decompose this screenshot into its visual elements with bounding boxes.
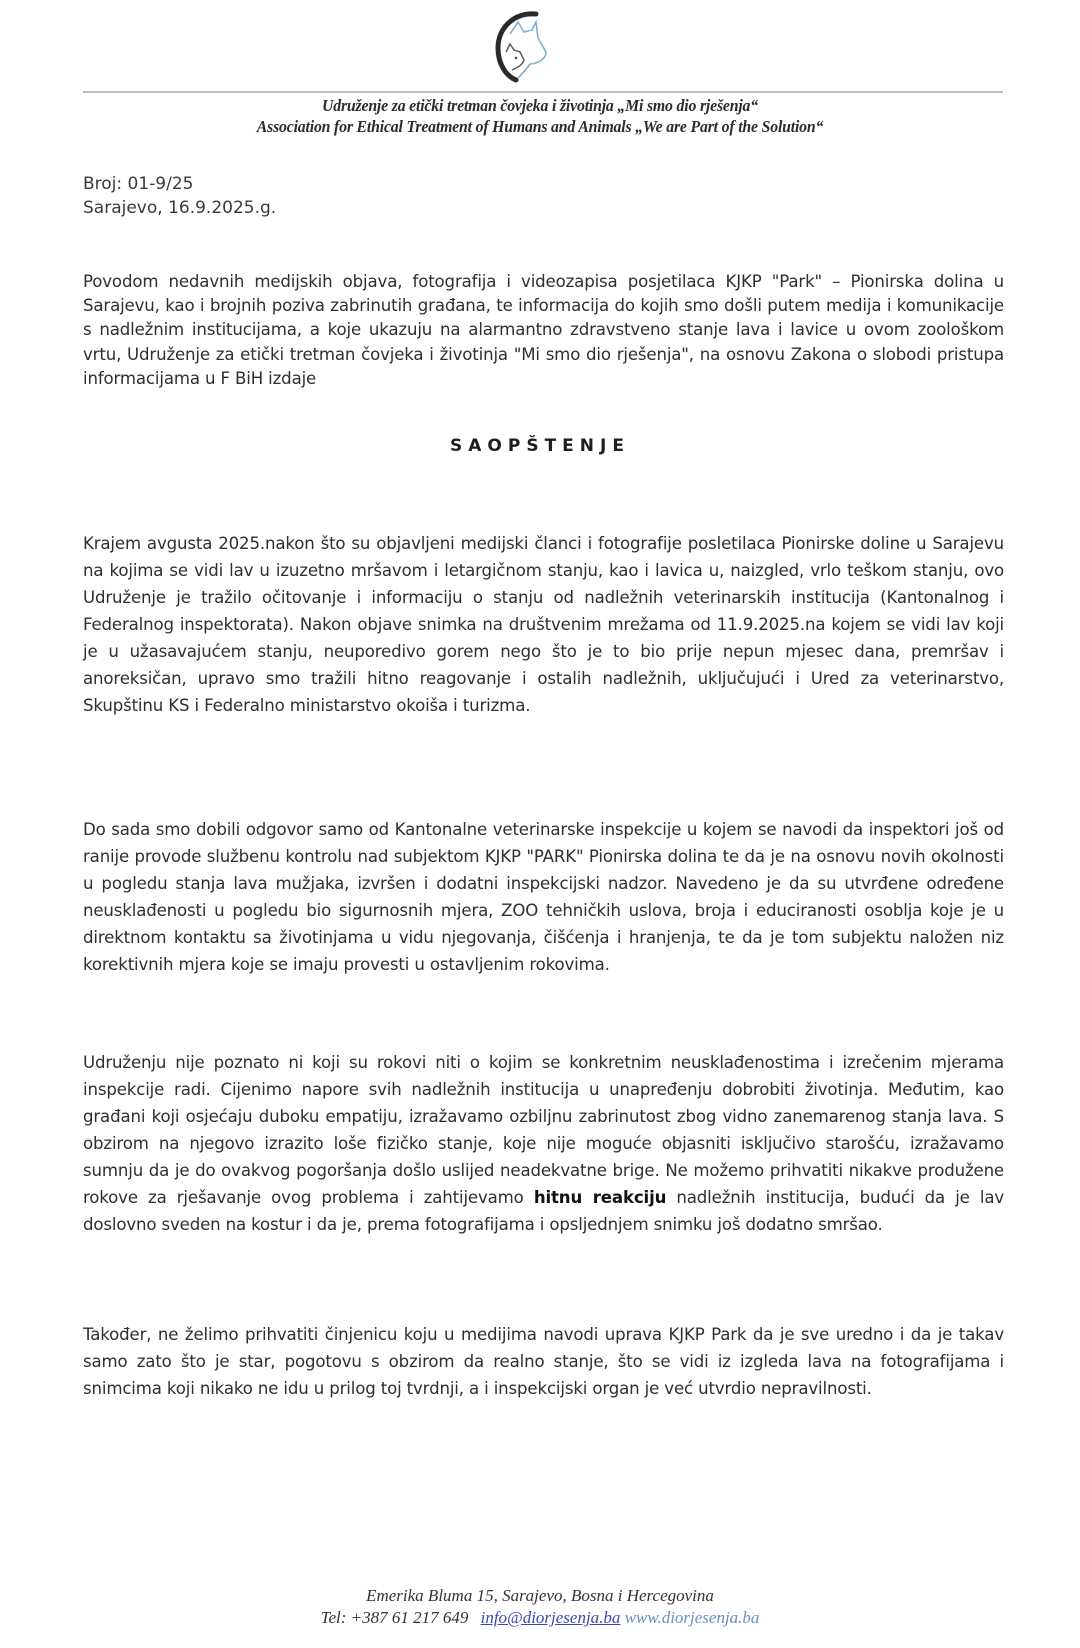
intro-paragraph: Povodom nedavnih medijskih objava, fotografija i videozapisa posjetilaca KJKP "Park" – Pionirska dolina u Sarajevu, kao i brojnih poziva zabrinutih građana, te informacija do kojih smo došli putem medija i komunikacije s nadležnim institucijama, a koje ukazuju na alarmantno zdravstveno stanje lava i lavice u ovom zoološkom vrtu, Udruženje za etički tretman čovjeka i životinja "Mi smo dio rješenja", na osnovu Zakona o slobodi pristupa informacijama u F BiH izdaje [83,272,1004,388]
body-paragraph-4: Također, ne želimo prihvatiti činjenicu koju u medijima navodi uprava KJKP Park da je sve uredno i da je takav samo zato što je star, pogotovu s obzirom da realno stanje, što se vidi iz izgleda lava na fotografijama i snimcima koji nikako ne idu u prilog toj tvrdnji, a i inspekcijski organ je već utvrdio nepravilnosti. [83,1325,1004,1398]
paragraph-text: nadležnih institucija, budući da je lav doslovno sveden na kostur i da je, prema fotografijama i opsljednjem snimku još dodatno smršao. [83,1188,1005,1234]
footer-contacts [0,1608,1080,1628]
organization-logo [484,8,564,86]
body-paragraph-1: Krajem avgusta 2025.nakon što su objavljeni medijski članci i fotografije posletilaca Pionirske doline u Sarajevu na kojima se vidi lav u izuzetno mršavom i letargičnom stanju, kao i lavica u, naizgled, vrlo teškom stanju, ovo Udruženje je tražilo očitovanje i informaciju o stanju od nadležnih veterinarskih institucija (Kantonalnog i Federalnog inspektorata). Nakon objave snimka na društvenim mrežama od 11.9.2025.na kojem se vidi lav koji je u užasavajućem stanju, neuporedivo gorem nego što je to bio prije nepun mjesec dana, premršav i anoreksičan, upravo smo tražili hitno reagovanje i ostalih nadležnih, uključujući i Ured za veterinarstvo, Skupštinu KS i Federalno ministarstvo okoiša i turizma. [83,534,1004,715]
body-paragraph-2: Do sada smo dobili odgovor samo od Kantonalne veterinarske inspekcije u kojem se navodi da inspektori još od ranije provode službenu kontrolu nad subjektom KJKP "PARK" Pionirska dolina te da je na osnovu novih okolnosti u pogledu stanja lava mužjaka, izvršen i dodatni inspekcijski nadzor. Navedeno je da su utvrđene određene neusklađenosti u pogledu bio sigurnosnih mjera, ZOO tehničkih uslova, broja i educiranosti osoblja koje je u direktnom kontaktu sa životinjama u vidu njegovanja, čišćenja i hranjenja, te da je tom subjektu naložen niz korektivnih mjera koje se imaju provesti u ostavljenim rokovima. [83,820,1004,974]
header-rule [83,91,1003,93]
document-number: Broj: 01-9/25 [83,174,194,194]
footer-address: Emerika Bluma 15, Sarajevo, Bosna i Hercegovina [366,1586,714,1605]
footer-website[interactable]: www.diorjesenja.ba [624,1608,760,1627]
document-title: SAOPŠTENJE [450,436,630,456]
cat-dog-crescent-logo-icon [484,8,564,86]
footer-email-link[interactable]: info@diorjesenja.ba [480,1608,621,1627]
organization-name-english: Association for Ethical Treatment of Humans and Animals „We are Part of the Solution“ [256,117,824,136]
organization-name-bosnian: Udruženje za etički tretman čovjeka i životinja „Mi smo dio rješenja“ [322,96,758,115]
emphasis-urgent-reaction: hitnu reakciju [533,1188,667,1207]
body-paragraph-3 [83,1049,1004,1238]
footer-phone: Tel: +387 61 217 649 [320,1608,469,1627]
paragraph-text: Udruženju nije poznato ni koji su rokovi niti o kojim se konkretnim neusklađenostima i izrečenim mjerama inspekcije radi. Cijenimo napore svih nadležnih institucija u unapređenju dobrobiti životinja. Međutim, kao građani koji osjećaju duboku empatiju, izražavamo ozbiljnu zabrinutost zbog vidno zanemarenog stanja lava. S obzirom na njegovo izrazito loše fizičko stanje, koje nije moguće objasniti isključivo starošću, izražavamo sumnju da je do ovakvog pogoršanja došlo uslijed neadekvatne brige. Ne možemo prihvatiti nikakve produžene rokove za rješavanje ovog problema i zahtijevamo [83,1053,1004,1207]
place-and-date: Sarajevo, 16.9.2025.g. [83,198,277,218]
